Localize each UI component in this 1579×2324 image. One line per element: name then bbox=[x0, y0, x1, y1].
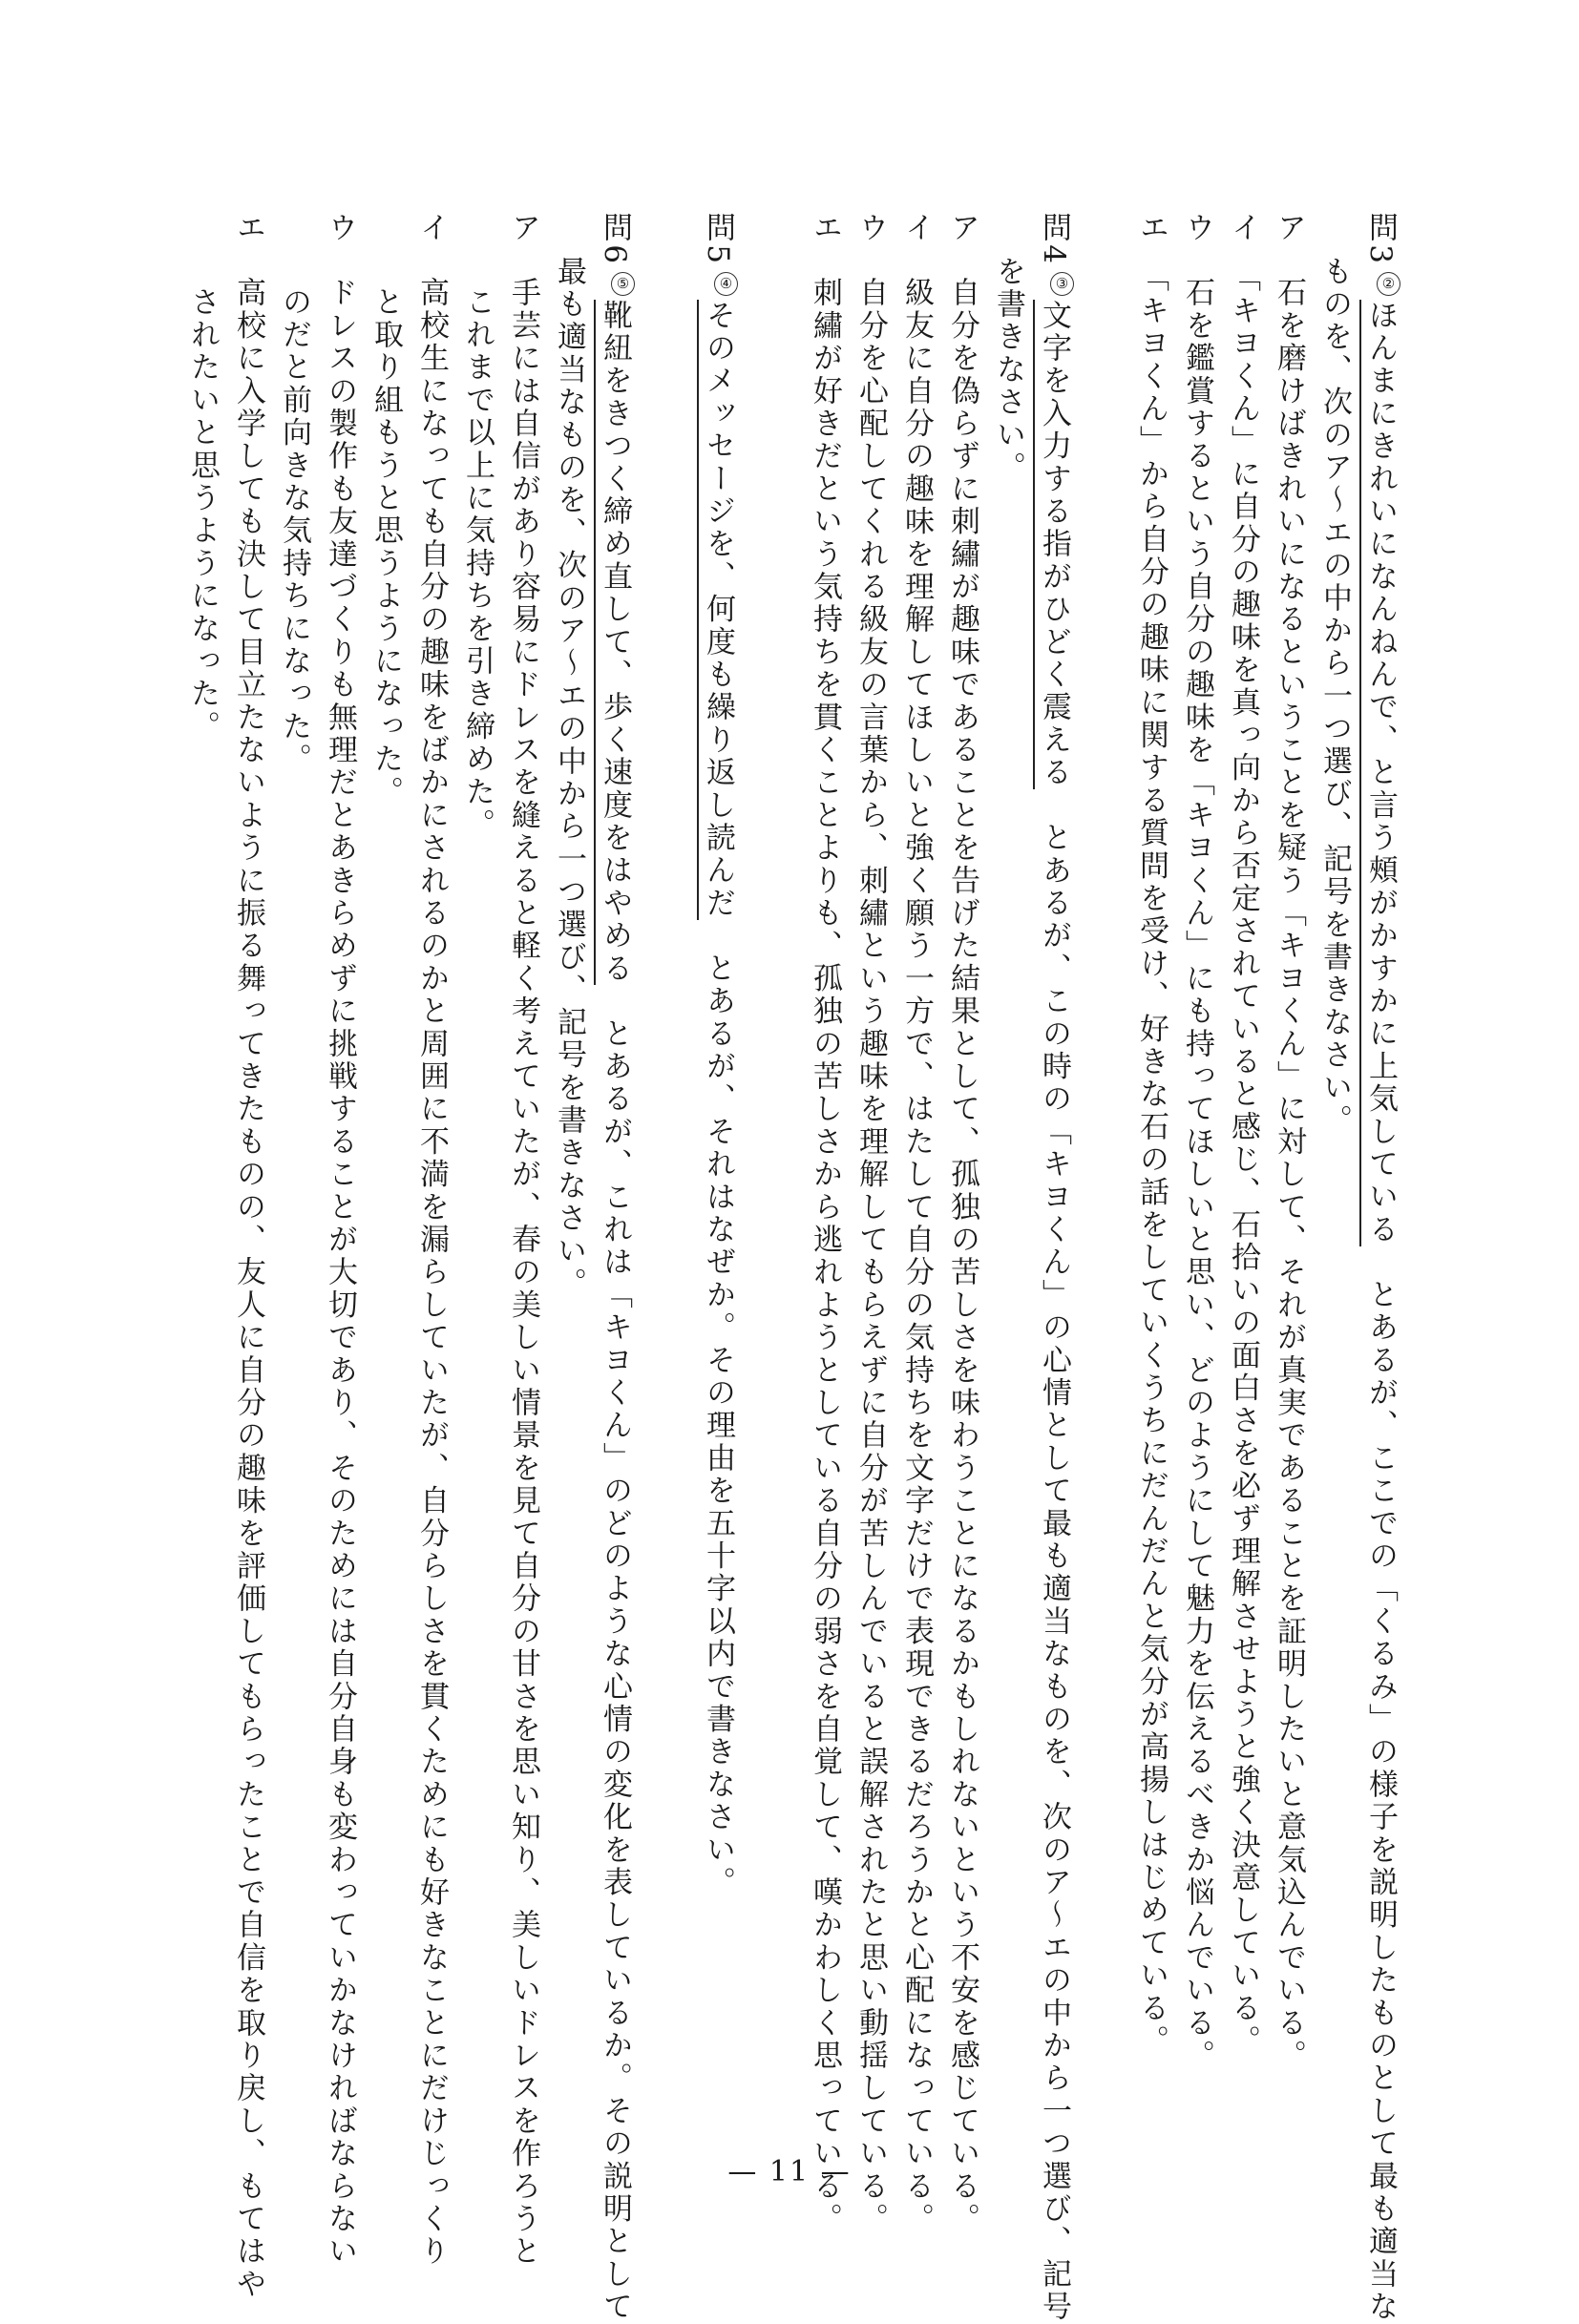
q4-choice-d-key: エ bbox=[808, 212, 842, 245]
q4-prompt-cont: を書きなさい。 bbox=[991, 256, 1025, 485]
q6-choice-c-key: ウ bbox=[323, 212, 357, 245]
q4-choice-c bbox=[853, 212, 888, 2236]
q3-choice-a bbox=[1272, 212, 1306, 2073]
q5-label: 問5 bbox=[701, 212, 735, 267]
q4-choice-b bbox=[899, 212, 934, 2236]
q6-label: 問6 bbox=[598, 212, 632, 267]
q3-choice-c-key: ウ bbox=[1180, 212, 1214, 245]
q4-choice-d bbox=[808, 212, 842, 2236]
q4-label: 問4 bbox=[1037, 212, 1071, 267]
q4-choice-c-text: 自分を心配してくれる級友の言葉から、刺繡という趣味を理解してもらえずに自分が苦しんでいると誤解されたと思い動揺している。 bbox=[853, 277, 888, 2236]
q3-label: 問3 bbox=[1363, 212, 1398, 267]
q4-mark: ③ bbox=[1050, 272, 1074, 296]
q3-target: ほんまにきれいになんねんで、と言う頰がかすかに上気している bbox=[1359, 300, 1398, 1246]
q3-choice-d-key: エ bbox=[1134, 212, 1168, 245]
q3-choice-d bbox=[1136, 212, 1166, 2058]
q6-target: 靴紐をきつく締め直して、歩く速度をはやめる bbox=[594, 300, 632, 985]
q6-choice-a-key: ア bbox=[506, 212, 540, 245]
q4-choice-c-key: ウ bbox=[853, 212, 888, 245]
q3-choice-c bbox=[1180, 212, 1214, 2073]
q6-choice-d-text: 高校に入学しても決して目立たないように振る舞ってきたものの、友人に自分の趣味を評価してもらったことで自信を取り戻し、もてはや bbox=[231, 277, 265, 2301]
q4-choice-b-key: イ bbox=[899, 212, 934, 245]
q6-choice-b-key: イ bbox=[414, 212, 449, 245]
q6-choice-d-key: エ bbox=[231, 212, 265, 245]
q4-choice-d-text: 刺繡が好きだという気持ちを貫くことよりも、孤独の苦しさから逃れようとしている自分の弱さを自覚して、嘆かわしく思っている。 bbox=[808, 277, 842, 2236]
q3-header bbox=[1365, 212, 1400, 2324]
q3-choice-d-text: 「キヨくん」から自分の趣味に関する質問を受け、好きな石の話をしていくうちにだんだんと気分が高揚しはじめている。 bbox=[1134, 277, 1168, 2058]
q6-choice-a bbox=[506, 212, 540, 2269]
q5-header bbox=[703, 212, 738, 1899]
q3-choice-a-text: 石を磨けばきれいになるということを疑う「キヨくん」に対して、それが真実であることを証明したいと意気込んでいる。 bbox=[1272, 277, 1306, 2073]
q6-header bbox=[600, 212, 635, 2324]
q4-choice-a-text: 自分を偽らずに刺繡が趣味であることを告げた結果として、孤独の苦しさを味わうことになるかもしれないという不安を感じている。 bbox=[945, 277, 979, 2236]
q3-prompt: とあるが、ここでの「くるみ」の様子を説明したものとして最も適当な bbox=[1363, 1279, 1398, 2324]
q6-choice-c-cont: のだと前向きな気持ちになった。 bbox=[277, 286, 311, 776]
q5-target: そのメッセージを、何度も繰り返し読んだ bbox=[697, 300, 735, 920]
q6-choice-a-cont: これまで以上に気持ちを引き締めた。 bbox=[460, 286, 495, 842]
q6-choice-d-cont: されたいと思うようになった。 bbox=[185, 286, 220, 743]
q6-choice-c bbox=[323, 212, 357, 2269]
q3-choice-c-text: 石を鑑賞するという自分の趣味を「キヨくん」にも持ってほしいと思い、どのようにして魅力を伝えるべきか悩んでいる。 bbox=[1180, 277, 1214, 2073]
q5-prompt: とあるが、それはなぜか。その理由を五十字以内で書きなさい。 bbox=[701, 953, 735, 1899]
q6-prompt-cont: 最も適当なものを、次のア～エの中から一つ選び、記号を書きなさい。 bbox=[552, 256, 586, 1301]
q4-choice-a-key: ア bbox=[945, 212, 979, 245]
q4-choice-b-text: 級友に自分の趣味を理解してほしいと強く願う一方で、はたして自分の気持ちを文字だけで表現できるだろうかと心配になっている。 bbox=[899, 277, 934, 2236]
q6-choice-c-text: ドレスの製作も友達づくりも無理だとあきらめずに挑戦することが大切であり、そのためには自分自身も変わっていかなければならない bbox=[323, 277, 357, 2269]
q3-choice-a-key: ア bbox=[1272, 212, 1306, 245]
q3-prompt-cont: ものを、次のア～エの中から一つ選び、記号を書きなさい。 bbox=[1317, 256, 1352, 1138]
q3-choice-b-text: 「キヨくん」に自分の趣味を真っ向から否定されていると感じ、石拾いの面白さを必ず理解させようと強く決意している。 bbox=[1226, 277, 1260, 2058]
q6-choice-a-text: 手芸には自信があり容易にドレスを縫えると軽く考えていたが、春の美しい情景を見て自分の甘さを思い知り、美しいドレスを作ろうと bbox=[506, 277, 540, 2269]
q3-choice-b bbox=[1226, 212, 1260, 2058]
page-number: — 11 — bbox=[727, 2155, 852, 2188]
q6-prompt: とあるが、これは「キヨくん」のどのような心情の変化を表しているか。その説明として bbox=[598, 1017, 632, 2324]
q6-choice-b bbox=[414, 212, 449, 2269]
q4-choice-a bbox=[947, 212, 977, 2235]
q4-target: 文字を入力する指がひどく震える bbox=[1033, 300, 1071, 789]
q6-choice-b-cont: と取り組もうと思うようになった。 bbox=[368, 286, 403, 809]
q4-prompt: とあるが、この時の「キヨくん」の心情として最も適当なものを、次のア～エの中から一つ選び、記号 bbox=[1037, 822, 1071, 2324]
q4-header bbox=[1039, 212, 1074, 2324]
q5-mark: ④ bbox=[714, 272, 738, 296]
q3-choice-b-key: イ bbox=[1226, 212, 1260, 245]
q3-mark: ② bbox=[1377, 272, 1400, 296]
q6-mark: ⑤ bbox=[611, 272, 635, 296]
q6-choice-b-text: 高校生になっても自分の趣味をばかにされるのかと周囲に不満を漏らしていたが、自分らしさを貫くためにも好きなことにだけじっくり bbox=[414, 277, 449, 2269]
q6-choice-d bbox=[233, 212, 263, 2301]
